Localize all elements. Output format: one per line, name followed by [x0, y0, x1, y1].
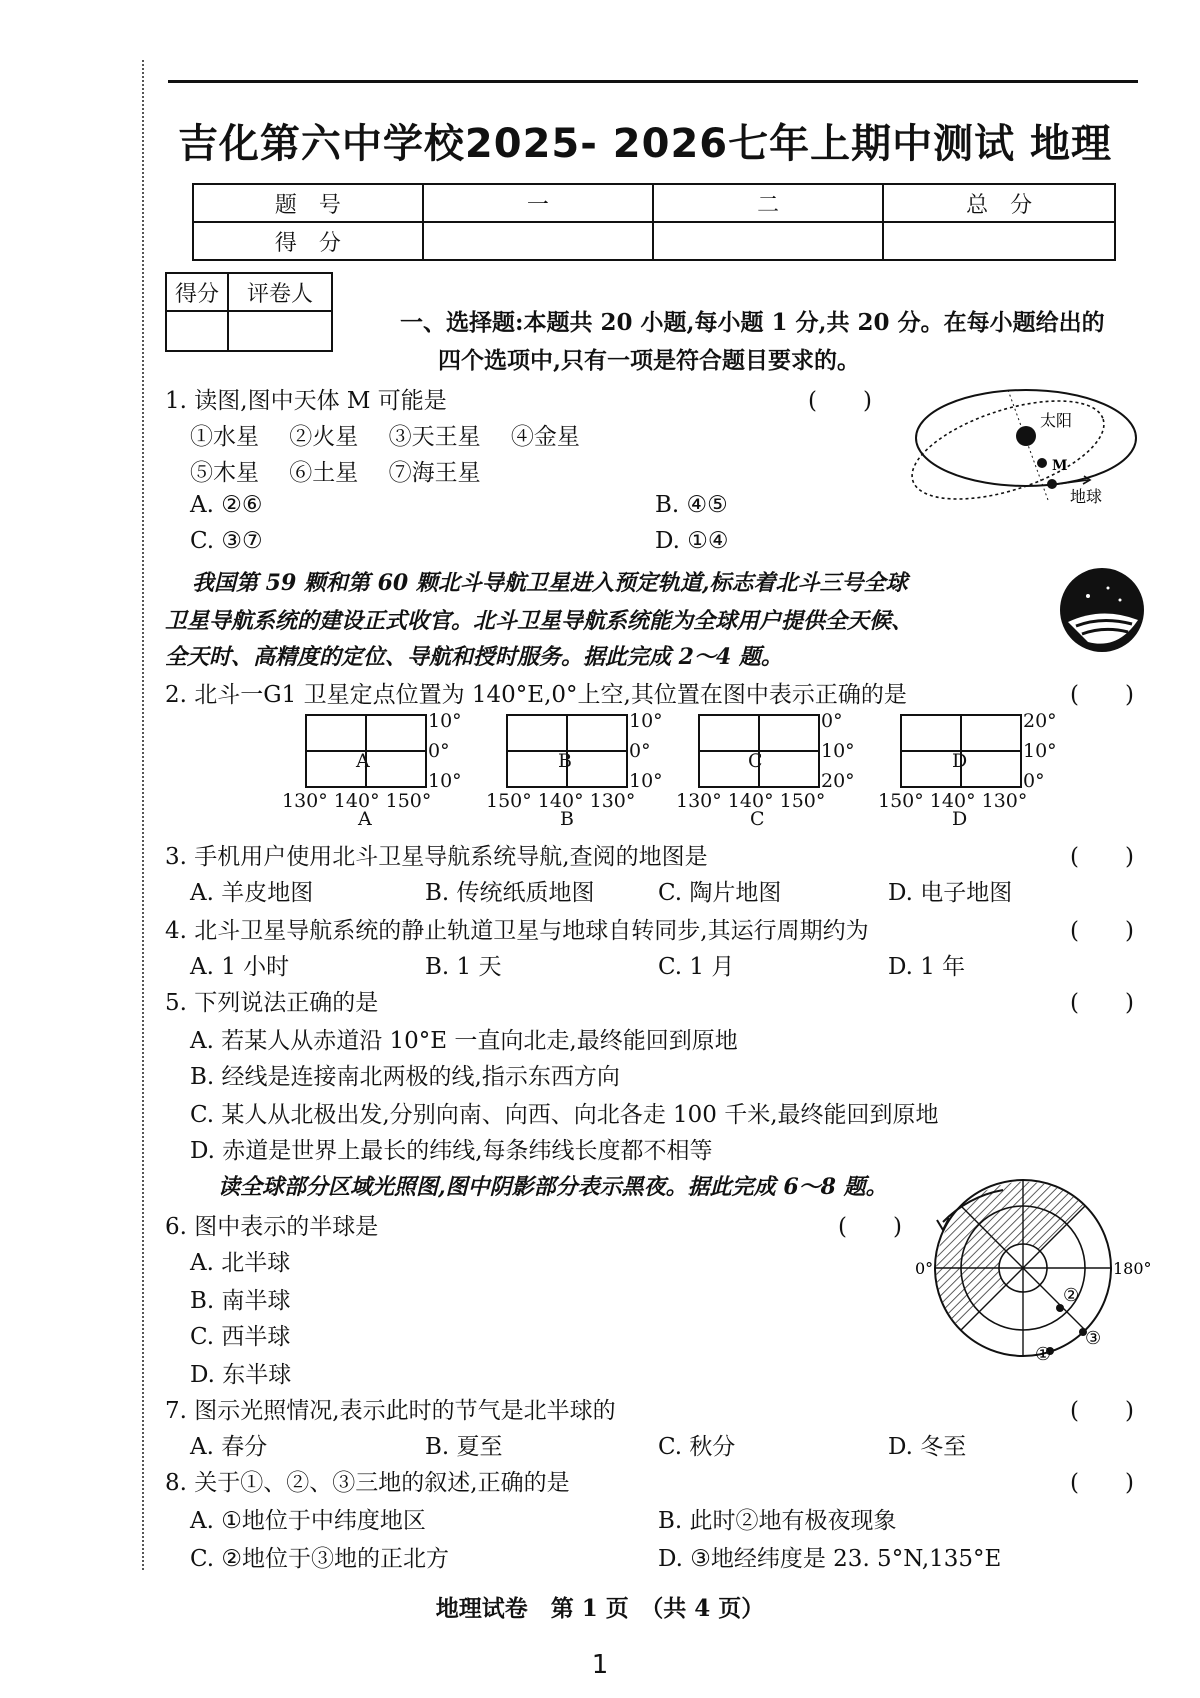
grid-d-caption: D	[952, 808, 968, 830]
q1-option-b[interactable]: B. ④⑤	[655, 492, 728, 518]
fig-sun-label: 太阳	[1040, 411, 1073, 430]
section1-heading-line1: 一、选择题:本题共 20 小题,每小题 1 分,共 20 分。在每小题给出的	[400, 309, 1105, 336]
grid-a-letter: A	[356, 750, 370, 772]
score-table-header-part2: 二	[653, 184, 883, 222]
score-table	[192, 183, 1116, 261]
q3-option-a[interactable]: A. 羊皮地图	[190, 880, 314, 906]
page-footer: 地理试卷 第 1 页 （共 4 页）	[435, 1595, 765, 1622]
grid-c-letter: C	[748, 750, 763, 772]
logo-star	[1086, 594, 1090, 598]
q3-option-b[interactable]: B. 传统纸质地图	[425, 880, 595, 906]
q1-answer-paren[interactable]: ( )	[808, 388, 872, 414]
q7-stem: 7. 图示光照情况,表示此时的节气是北半球的	[165, 1398, 616, 1424]
q4-stem: 4. 北斗卫星导航系统的静止轨道卫星与地球自转同步,其运行周期约为	[165, 918, 869, 944]
grid-d-lat-bottom: 0°	[1023, 770, 1045, 792]
q8-option-a[interactable]: A. ①地位于中纬度地区	[190, 1508, 426, 1534]
grid-c-lat-bottom: 20°	[821, 770, 855, 792]
grid-a-lat-mid: 0°	[428, 740, 450, 762]
q1-stem: 1. 读图,图中天体 M 可能是	[165, 388, 447, 414]
q7-answer-paren[interactable]: ( )	[1070, 1398, 1134, 1424]
passage1-line1: 我国第 59 颗和第 60 颗北斗导航卫星进入预定轨道,标志着北斗三号全球	[192, 570, 908, 596]
q6-option-c[interactable]: C. 西半球	[190, 1324, 291, 1350]
score-table-row-label: 得 分	[193, 222, 423, 260]
logo-star	[1107, 587, 1110, 590]
q8-option-c[interactable]: C. ②地位于③地的正北方	[190, 1546, 450, 1572]
score-table-header-part1: 一	[423, 184, 653, 222]
grader-name-label: 评卷人	[228, 273, 332, 311]
q1-option-d[interactable]: D. ①④	[655, 528, 729, 554]
q7-option-b[interactable]: B. 夏至	[425, 1434, 503, 1460]
fig-label-p2: ②	[1063, 1285, 1080, 1306]
grid-b-lat-top: 10°	[629, 710, 663, 732]
q1-option-c[interactable]: C. ③⑦	[190, 528, 263, 554]
q6-answer-paren[interactable]: ( )	[838, 1214, 902, 1240]
fig-m-label: M	[1052, 458, 1068, 474]
q4-answer-paren[interactable]: ( )	[1070, 918, 1134, 944]
score-cell-part2[interactable]	[653, 222, 883, 260]
grid-d-longitudes: 150° 140° 130°	[878, 790, 1028, 812]
beidou-logo	[1058, 566, 1146, 654]
grid-d-lat-top: 20°	[1023, 710, 1057, 732]
q1-planets-row1: ①水星 ②火星 ③天王星 ④金星	[190, 424, 580, 450]
q3-option-d[interactable]: D. 电子地图	[888, 880, 1013, 906]
q7-option-d[interactable]: D. 冬至	[888, 1434, 967, 1460]
q4-option-b[interactable]: B. 1 天	[425, 954, 502, 980]
q7-option-a[interactable]: A. 春分	[190, 1434, 268, 1460]
q1-planets-row2: ⑤木星 ⑥土星 ⑦海王星	[190, 460, 481, 486]
fig-label-180: 180°	[1113, 1259, 1152, 1278]
grid-b-letter: B	[558, 750, 572, 772]
q5-answer-paren[interactable]: ( )	[1070, 990, 1134, 1016]
top-rule	[168, 80, 1138, 83]
solar-orbit-figure	[908, 380, 1148, 510]
fig-label-0: 0°	[915, 1259, 934, 1278]
polar-illumination-figure	[915, 1168, 1155, 1364]
passage1-line2: 卫星导航系统的建设正式收官。北斗卫星导航系统能为全球用户提供全天候、	[165, 608, 914, 634]
fig-earth-label: 地球	[1070, 487, 1103, 506]
passage2-text: 读全球部分区域光照图,图中阴影部分表示黑夜。据此完成 6～8 题。	[218, 1174, 888, 1200]
q5-stem: 5. 下列说法正确的是	[165, 990, 379, 1016]
q8-option-b[interactable]: B. 此时②地有极夜现象	[658, 1508, 897, 1534]
score-table-header-item: 题 号	[193, 184, 423, 222]
page-number: 1	[591, 1650, 609, 1680]
fig-label-p1: ①	[1035, 1344, 1052, 1364]
grid-d-letter: D	[952, 750, 968, 772]
q3-option-c[interactable]: C. 陶片地图	[658, 880, 782, 906]
grid-c-longitudes: 130° 140° 150°	[676, 790, 826, 812]
fig-label-p3: ③	[1085, 1328, 1102, 1349]
planet-m-icon	[1037, 458, 1047, 468]
grid-b-lat-bottom: 10°	[629, 770, 663, 792]
q2-answer-paren[interactable]: ( )	[1070, 682, 1134, 708]
q3-answer-paren[interactable]: ( )	[1070, 844, 1134, 870]
grid-a-longitudes: 130° 140° 150°	[282, 790, 432, 812]
grid-b-longitudes: 150° 140° 130°	[486, 790, 636, 812]
grid-c-caption: C	[750, 808, 765, 830]
grid-b-caption: B	[560, 808, 574, 830]
grader-name-cell[interactable]	[228, 311, 332, 351]
q6-option-a[interactable]: A. 北半球	[190, 1250, 291, 1276]
grid-a-lat-bottom: 10°	[428, 770, 462, 792]
q6-option-b[interactable]: B. 南半球	[190, 1288, 291, 1314]
q8-option-d[interactable]: D. ③地经纬度是 23. 5°N,135°E	[658, 1546, 1002, 1572]
q6-option-d[interactable]: D. 东半球	[190, 1362, 292, 1388]
grid-d-lat-mid: 10°	[1023, 740, 1057, 762]
q5-option-a[interactable]: A. 若某人从赤道沿 10°E 一直向北走,最终能回到原地	[190, 1028, 738, 1054]
q7-option-c[interactable]: C. 秋分	[658, 1434, 736, 1460]
score-table-header-total: 总 分	[883, 184, 1115, 222]
page-title: 吉化第六中学校2025- 2026七年上期中测试 地理	[177, 121, 1113, 167]
grader-table	[165, 272, 333, 352]
grader-score-cell[interactable]	[166, 311, 228, 351]
q1-option-a[interactable]: A. ②⑥	[190, 492, 263, 518]
q2-stem: 2. 北斗一G1 卫星定点位置为 140°E,0°上空,其位置在图中表示正确的是	[165, 682, 907, 708]
grid-a-lat-top: 10°	[428, 710, 462, 732]
logo-star	[1119, 599, 1122, 602]
grid-b-lat-mid: 0°	[629, 740, 651, 762]
earth-icon	[1047, 479, 1057, 489]
q4-option-c[interactable]: C. 1 月	[658, 954, 735, 980]
q5-option-c[interactable]: C. 某人从北极出发,分别向南、向西、向北各走 100 千米,最终能回到原地	[190, 1102, 939, 1128]
q4-option-a[interactable]: A. 1 小时	[190, 954, 290, 980]
sun-icon	[1016, 426, 1036, 446]
q6-stem: 6. 图中表示的半球是	[165, 1214, 379, 1240]
grid-a-caption: A	[358, 808, 372, 830]
grader-score-label: 得分	[166, 273, 228, 311]
score-cell-total[interactable]	[883, 222, 1115, 260]
q5-option-b[interactable]: B. 经线是连接南北两极的线,指示东西方向	[190, 1064, 620, 1090]
score-cell-part1[interactable]	[423, 222, 653, 260]
q8-answer-paren[interactable]: ( )	[1070, 1470, 1134, 1496]
q5-option-d[interactable]: D. 赤道是世界上最长的纬线,每条纬线长度都不相等	[190, 1138, 713, 1164]
grid-c-lat-mid: 10°	[821, 740, 855, 762]
q4-option-d[interactable]: D. 1 年	[888, 954, 966, 980]
binding-dashed-line	[142, 60, 144, 1570]
passage1-line3: 全天时、高精度的定位、导航和授时服务。据此完成 2～4 题。	[165, 644, 783, 670]
q3-stem: 3. 手机用户使用北斗卫星导航系统导航,查阅的地图是	[165, 844, 708, 870]
section1-heading-line2: 四个选项中,只有一项是符合题目要求的。	[438, 347, 861, 374]
q8-stem: 8. 关于①、②、③三地的叙述,正确的是	[165, 1470, 570, 1496]
grid-c-lat-top: 0°	[821, 710, 843, 732]
